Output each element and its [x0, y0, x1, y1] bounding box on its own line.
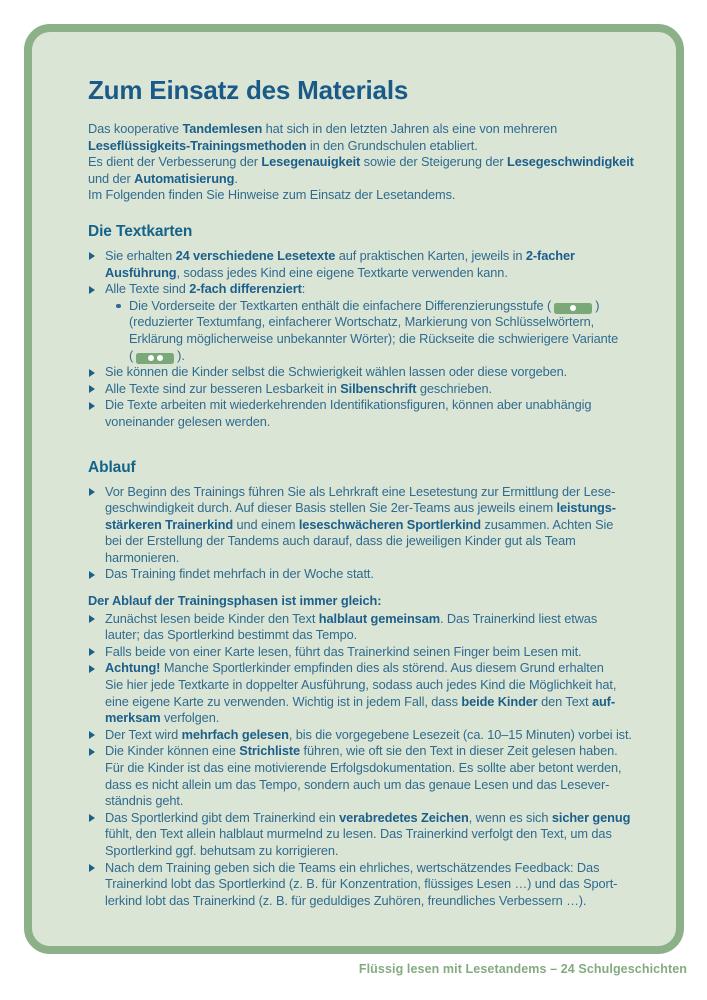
list-item-text: Die Vorderseite der Textkarten enthält die einfachere Differenzierungsstufe ( ) (reduzierter Textumfang, einfacherer Wortschatz, Markierung von Schlüsselwörtern, Erklärung möglicherweise unbekannter Wörter); die Rückseite die schwierigere Variante ( ).	[129, 297, 619, 363]
list-item-text: Sie erhalten 24 verschiedene Lesetexte auf praktischen Karten, jeweils in 2-facher Ausführung, sodass jedes Kind eine eigene Textkarte verwenden kann.	[105, 247, 575, 280]
triangle-bullet-icon	[88, 644, 105, 657]
list-item-text: Sie können die Kinder selbst die Schwierigkeit wählen lassen oder diese vorgeben.	[105, 364, 568, 380]
triangle-bullet-icon	[88, 248, 105, 261]
list-item	[88, 611, 648, 644]
list-item	[88, 248, 648, 281]
difficulty-level-1-icon	[554, 303, 592, 314]
section-heading-ablauf: Ablauf	[88, 458, 136, 476]
list-item	[88, 397, 648, 430]
phases-subheading: Der Ablauf der Trainingsphasen ist immer gleich:	[88, 593, 382, 609]
page-title: Zum Einsatz des Materials	[88, 75, 409, 105]
triangle-bullet-icon	[88, 660, 105, 673]
list-item	[88, 743, 648, 809]
difficulty-level-2-icon	[136, 353, 174, 364]
list-item	[88, 381, 648, 398]
list-item	[88, 566, 648, 583]
intro-paragraph: Das kooperative Tandemlesen hat sich in den letzten Jahren als eine von mehreren Leseflüssigkeits-Trainingsmethoden in den Grundschulen etabliert. Es dient der Verbesserung der Lesegenauigkeit sowie der Steigerung der Lesegeschwindigkeit und der Automatisierung. Im Folgenden finden Sie Hinweise zum Einsatz der Lesetandems.	[88, 121, 634, 203]
list-item-text: Alle Texte sind 2-fach differenziert:	[105, 281, 306, 297]
list-item	[88, 660, 648, 726]
triangle-bullet-icon	[88, 810, 105, 823]
list-item-text: Zunächst lesen beide Kinder den Text halblaut gemeinsam. Das Trainerkind liest etwas lauter; das Sportlerkind bestimmt das Tempo.	[105, 610, 598, 643]
triangle-bullet-icon	[88, 743, 105, 756]
triangle-bullet-icon	[88, 611, 105, 624]
textkarten-list	[88, 248, 648, 431]
list-item	[88, 281, 648, 298]
triangle-bullet-icon	[88, 281, 105, 294]
list-item	[88, 484, 648, 567]
list-item	[88, 810, 648, 860]
list-item-text: Die Kinder können eine Strichliste führen, wie oft sie den Text in dieser Zeit gelesen haben. Für die Kinder ist das eine motivierende Erfolgsdokumentation. Es sollte aber betont werden, dass es nicht allein um das Tempo, sondern auch um das genaue Lesen und das Lesever- ständnis geht.	[105, 743, 622, 809]
list-item-text: Das Sportlerkind gibt dem Trainerkind ein verabredetes Zeichen, wenn es sich sicher genug fühlt, den Text allein halblaut murmelnd zu lesen. Das Trainerkind verfolgt den Text, um das Sportlerkind ggf. behutsam zu korrigieren.	[105, 809, 631, 858]
list-item-text: Die Texte arbeiten mit wiederkehrenden Identifikationsfiguren, können aber unabhängig voneinander gelesen werden.	[105, 397, 592, 429]
list-item-text: Das Training findet mehrfach in der Woche statt.	[105, 566, 374, 582]
list-item-text: Alle Texte sind zur besseren Lesbarkeit in Silbenschrift geschrieben.	[105, 380, 492, 396]
list-item-text: Achtung! Manche Sportlerkinder empfinden dies als störend. Aus diesem Grund erhalten Sie hier jede Textkarte in doppelter Ausführung, sodass auch jedes Kind die Möglichkeit hat, eine eigene Karte zu verwenden. Wichtig ist in jedem Fall, dass beide Kinder den Text auf- merksam verfolgen.	[105, 660, 617, 726]
content-card	[24, 24, 684, 954]
triangle-bullet-icon	[88, 860, 105, 873]
triangle-bullet-icon	[88, 484, 105, 497]
triangle-bullet-icon	[88, 397, 105, 410]
list-item-text: Falls beide von einer Karte lesen, führt das Trainerkind seinen Finger beim Lesen mit.	[105, 643, 582, 659]
list-item	[88, 727, 648, 744]
section-heading-textkarten: Die Textkarten	[88, 222, 193, 240]
triangle-bullet-icon	[88, 364, 105, 377]
triangle-bullet-icon	[88, 727, 105, 740]
triangle-bullet-icon	[88, 381, 105, 394]
list-item-text: Nach dem Training geben sich die Teams ein ehrliches, wertschätzendes Feedback: Das Trainerkind lobt das Sportlerkind (z. B. für Konzentration, flüssiges Lesen …) und das Sport- lerkind lobt das Trainerkind (z. B. für geduldiges Zuhören, freundliches Verbessern …).	[105, 859, 618, 908]
phases-list	[88, 611, 648, 910]
footer-text: Flüssig lesen mit Lesetandems – 24 Schulgeschichten	[358, 962, 687, 976]
dot-bullet-icon	[115, 298, 129, 309]
list-item-text: Der Text wird mehrfach gelesen, bis die vorgegebene Lesezeit (ca. 10–15 Minuten) vorbei ist.	[105, 726, 632, 742]
list-item	[88, 860, 648, 910]
triangle-bullet-icon	[88, 566, 105, 579]
list-item	[88, 644, 648, 661]
list-item	[115, 298, 648, 364]
ablauf-list	[88, 484, 648, 584]
list-item	[88, 364, 648, 381]
list-item-text: Vor Beginn des Trainings führen Sie als Lehrkraft eine Lesetestung zur Ermittlung der Lese- geschwindigkeit durch. Auf dieser Basis stellen Sie 2er-Teams aus jeweils einem leistungs- stärkeren Trainerkind und einem leseschwächeren Sportlerkind zusammen. Achten Sie bei der Erstellung der Tandems auch darauf, dass die jeweiligen Kinder gut als Team harmonieren.	[105, 483, 616, 565]
